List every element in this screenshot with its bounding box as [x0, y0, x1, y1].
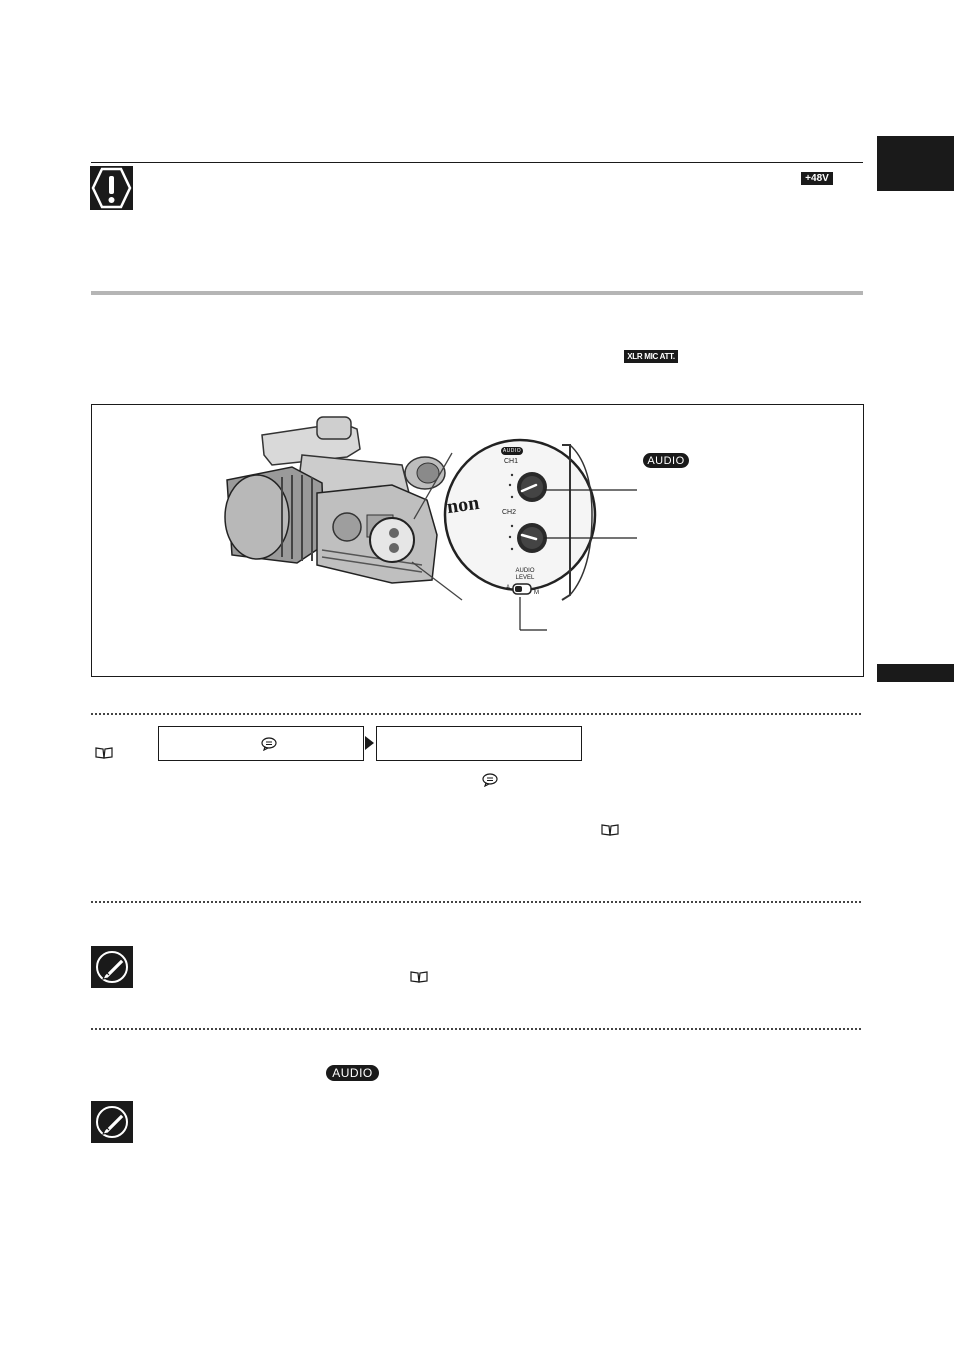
menu-icon [261, 737, 277, 751]
menu-step-box-1 [158, 726, 364, 761]
note-icon-2 [91, 1101, 133, 1143]
chapter-tab-bottom [877, 664, 954, 682]
audio-inline-badge: AUDIO [326, 1065, 379, 1081]
book-icon-inline-2 [410, 971, 428, 983]
dotted-separator-1 [91, 713, 861, 715]
dotted-separator-3 [91, 1028, 861, 1030]
section-rule [91, 291, 863, 295]
audio-mini-icon: AUDIO [502, 448, 522, 454]
note-icon [91, 946, 133, 988]
book-icon-inline-1 [601, 824, 619, 836]
audio-level-label: AUDIO LEVEL [515, 568, 535, 581]
xlr-mic-att-badge: XLR MIC ATT. [624, 350, 678, 363]
book-icon [95, 747, 113, 759]
top-rule [91, 162, 863, 163]
chapter-tab-top [877, 136, 954, 191]
menu-icon-inline [482, 773, 498, 787]
brand-text: non [445, 491, 481, 519]
arrow-right-icon [365, 736, 374, 750]
caution-icon [90, 166, 133, 210]
phantom-power-badge: +48V [801, 172, 833, 185]
menu-step-box-2 [376, 726, 582, 761]
camcorder-illustration [92, 405, 652, 675]
dotted-separator-2 [91, 901, 861, 903]
ch1-label: CH1 [504, 458, 519, 465]
audio-badge: AUDIO [643, 453, 689, 468]
switch-a-label: A [506, 585, 511, 591]
switch-m-label: M [534, 590, 539, 596]
ch2-label: CH2 [502, 509, 517, 516]
